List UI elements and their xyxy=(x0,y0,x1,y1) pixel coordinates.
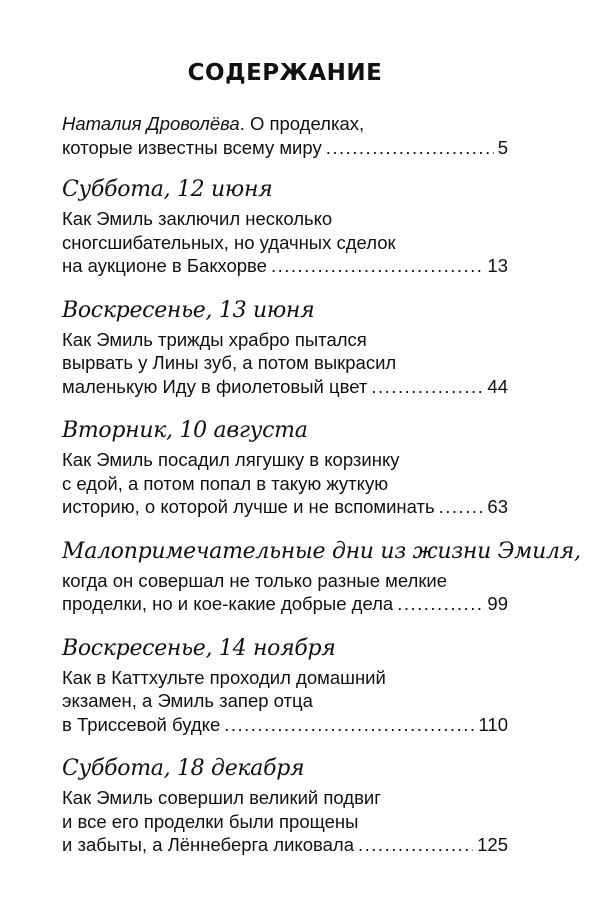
toc-line-text: . О проделках, xyxy=(239,113,365,134)
toc-line-last xyxy=(62,592,508,616)
page-number: 63 xyxy=(487,496,508,517)
page-number: 99 xyxy=(487,593,508,614)
toc-line: экзамен, а Эмиль запер отца xyxy=(62,690,313,711)
toc-entry-heading: Суббота, 18 декабря xyxy=(62,756,305,781)
toc-line-last xyxy=(62,375,508,399)
page-number: 44 xyxy=(487,375,508,397)
toc-line: когда он совершал не только разные мелкие xyxy=(62,569,448,591)
dot-leader xyxy=(326,136,494,160)
toc-entry[interactable] xyxy=(62,634,508,737)
toc-line-last xyxy=(62,136,508,160)
toc-line-last xyxy=(62,833,508,857)
toc-line: и все его проделки были прощены xyxy=(62,810,359,832)
toc-line: сногсшибательных, но удачных сделок xyxy=(62,231,396,253)
page-number: 5 xyxy=(497,136,508,158)
table-of-contents xyxy=(62,58,581,875)
toc-line: вырвать у Лины зуб, а потом выкрасил xyxy=(62,352,397,373)
toc-line: Как Эмиль посадил лягушку в корзинку xyxy=(62,449,400,470)
dot-leader xyxy=(224,713,474,737)
toc-line-last xyxy=(62,713,508,737)
dot-leader xyxy=(397,592,483,616)
toc-entry-heading: Малопримечательные дни из жизни Эмиля, xyxy=(62,538,581,564)
toc-author: Наталия Дроволёва xyxy=(62,113,240,134)
toc-line-text: и забыты, а Лённеберга ликовала xyxy=(62,834,355,855)
dot-leader xyxy=(358,833,473,857)
toc-line: Как в Каттхульте проходил домашний xyxy=(62,666,386,688)
page-title: СОДЕРЖАНИЕ xyxy=(187,60,383,86)
toc-line: с едой, а потом попал в такую жуткую xyxy=(62,472,389,494)
page-number: 125 xyxy=(477,834,508,855)
toc-line-text: которые известны всему миру xyxy=(62,136,322,158)
toc-line-text: проделки, но и кое-какие добрые дела xyxy=(62,593,394,614)
toc-line-last xyxy=(62,254,508,278)
toc-line: Как Эмиль трижды храбро пытался xyxy=(62,328,367,350)
toc-entry[interactable] xyxy=(62,175,508,278)
toc-entry[interactable] xyxy=(62,754,508,857)
page-number: 13 xyxy=(487,255,508,276)
dot-leader xyxy=(371,375,483,399)
toc-line-text: в Триссевой будке xyxy=(62,713,221,735)
toc-line-text: маленькую Иду в фиолетовый цвет xyxy=(62,375,368,397)
toc-entry[interactable] xyxy=(62,537,581,616)
toc-entries xyxy=(62,175,581,857)
toc-line: Как Эмиль совершил великий подвиг xyxy=(62,787,381,808)
dot-leader xyxy=(271,254,483,278)
toc-entry-heading: Вторник, 10 августа xyxy=(62,418,308,443)
page-number: 110 xyxy=(478,713,508,735)
toc-line-text: историю, о которой лучше и не вспоминать xyxy=(62,496,435,517)
toc-line-last xyxy=(62,495,508,519)
toc-line-text: на аукционе в Бакхорве xyxy=(62,255,267,276)
toc-line: Как Эмиль заключил несколько xyxy=(62,208,333,229)
toc-entry-intro[interactable] xyxy=(62,112,508,159)
toc-entry[interactable] xyxy=(62,416,508,519)
toc-entry-heading: Воскресенье, 14 ноября xyxy=(62,635,336,661)
toc-entry-heading: Воскресенье, 13 июня xyxy=(62,297,315,323)
toc-entry-heading: Суббота, 12 июня xyxy=(62,177,273,202)
toc-entry[interactable] xyxy=(62,296,508,399)
dot-leader xyxy=(439,495,484,519)
toc-line xyxy=(62,112,508,136)
